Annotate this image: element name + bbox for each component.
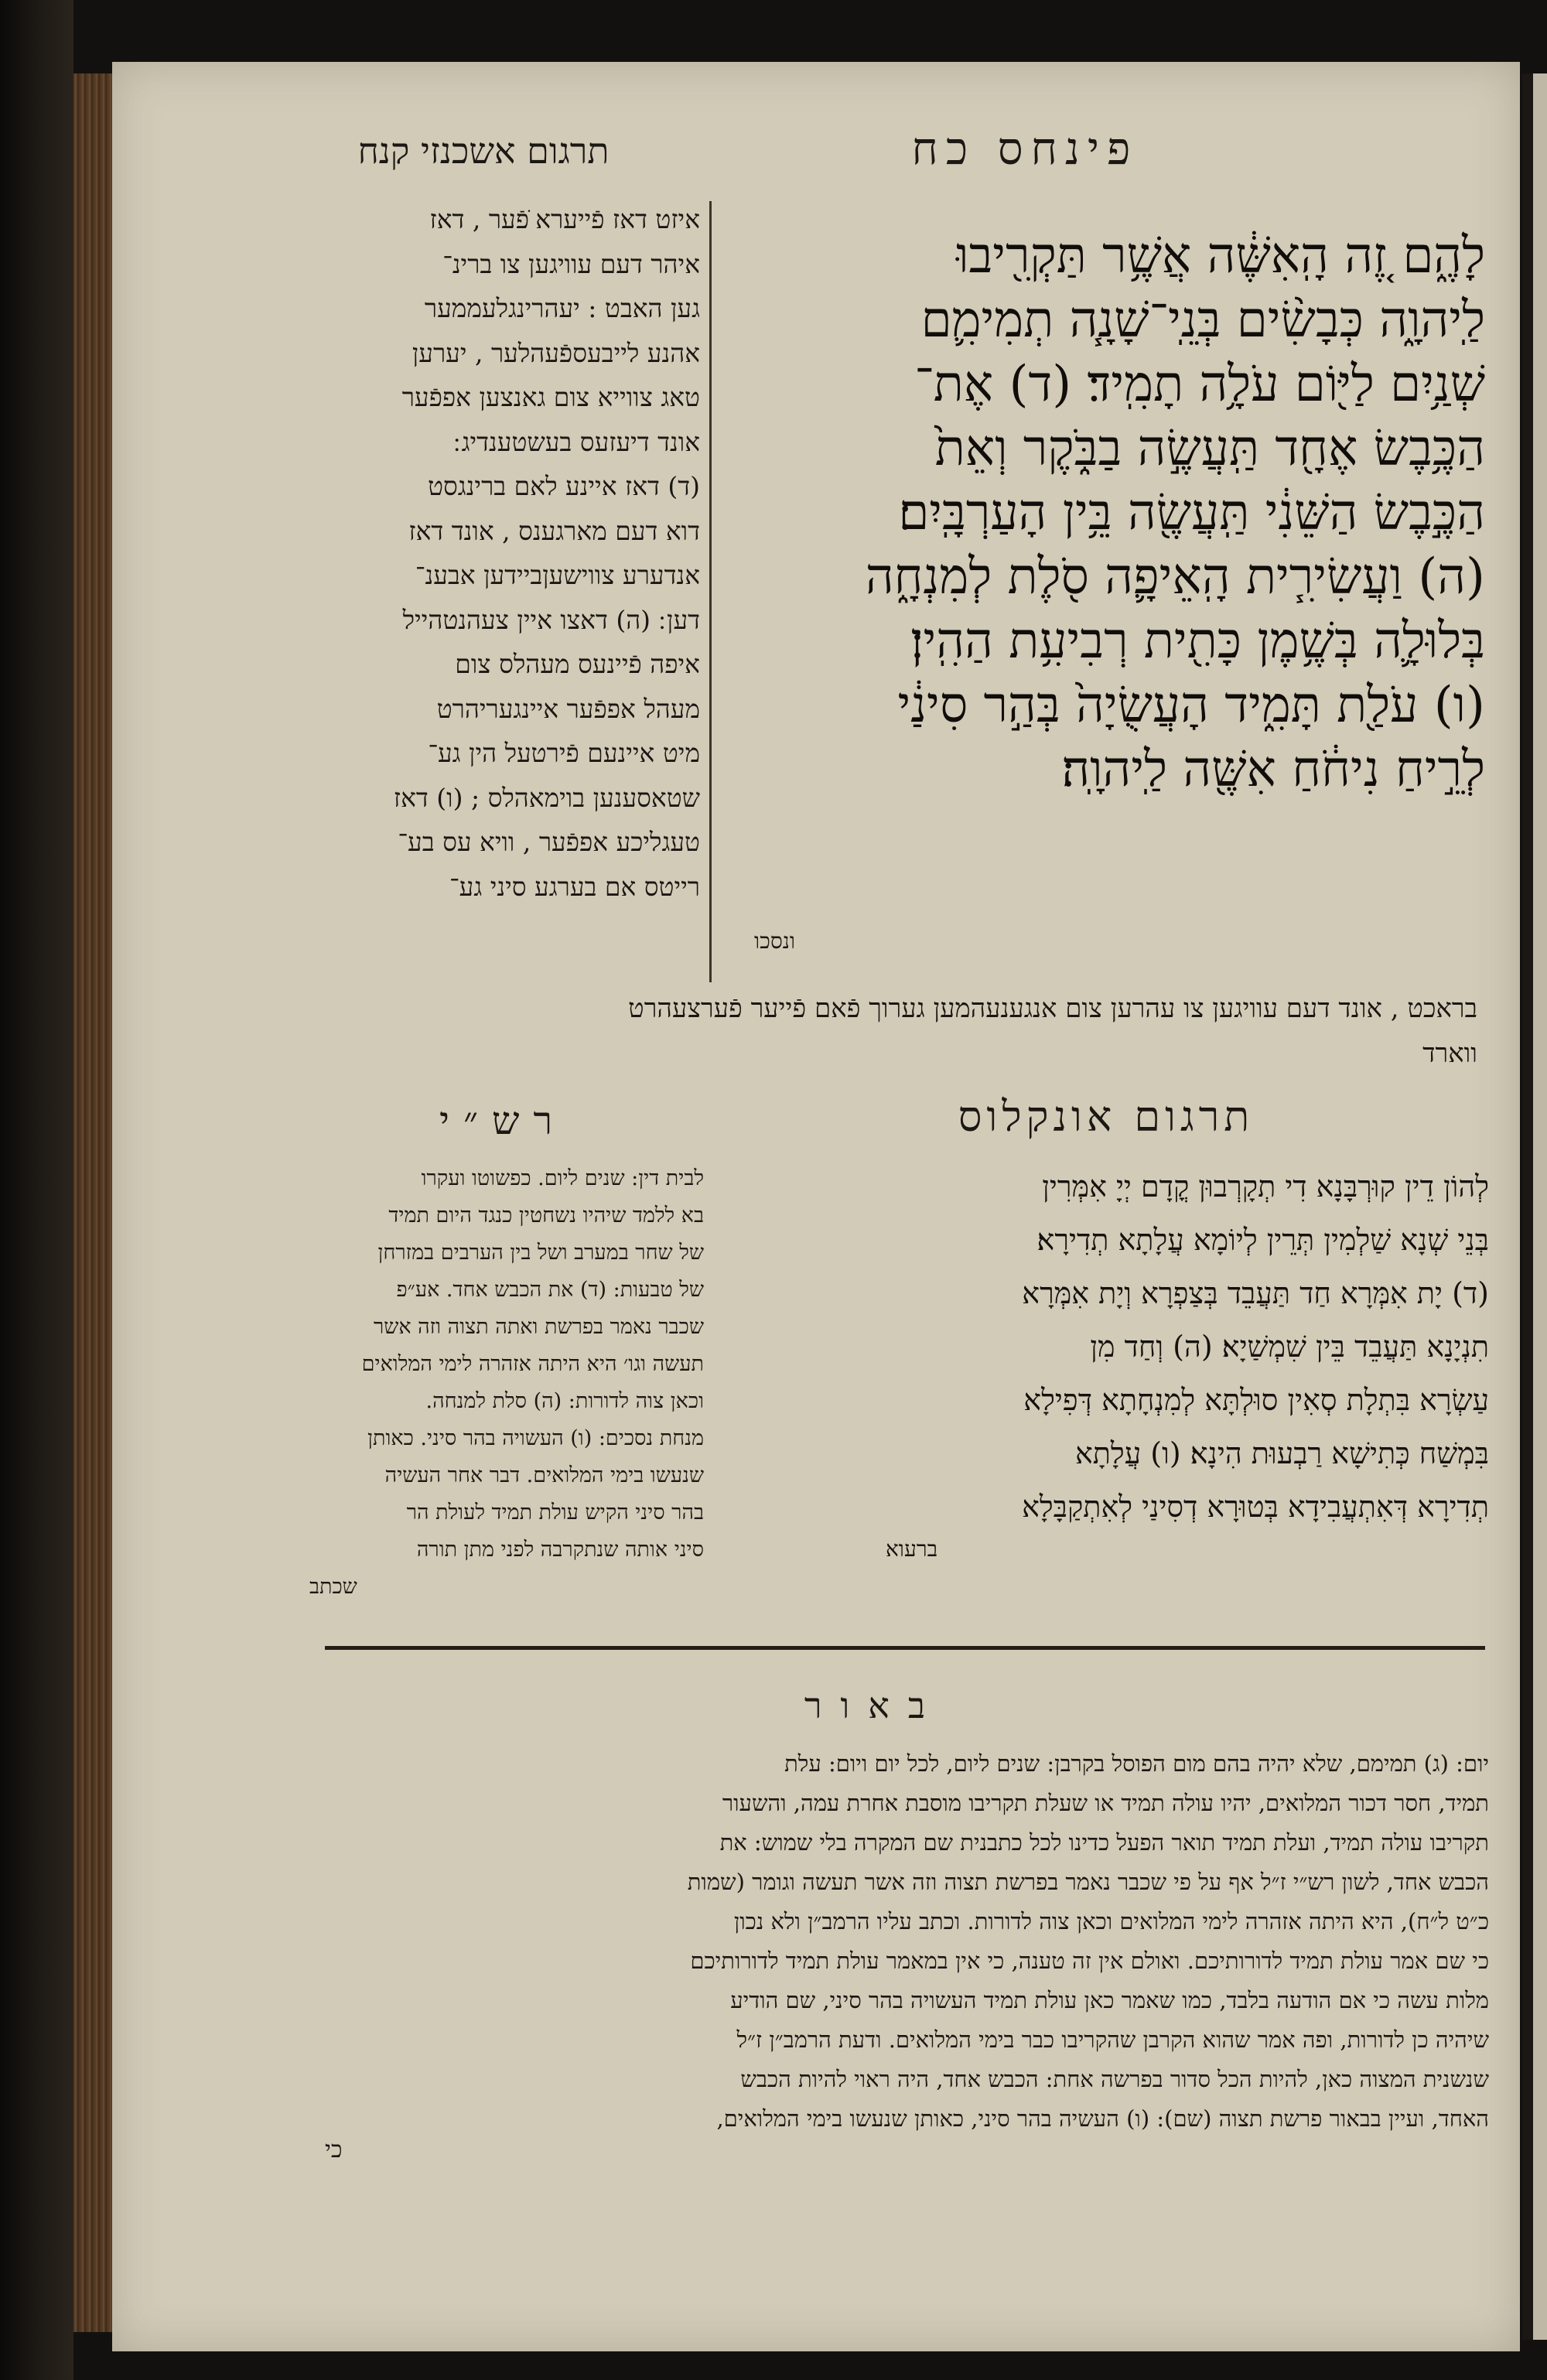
torah-line: שְׁנַ֥יִם לַיּ֖וֹם עֹלָ֥ה תָמִֽיד׃ (ד) אֶת־: [914, 356, 1485, 413]
biur-catchword: כי: [325, 2136, 343, 2163]
rashi-line: שכבר נאמר בפרשת ואתה תצוה וזה אשר: [373, 1315, 704, 1339]
yiddish-line: איזט דאז פֿייערא ֹפֿער , דאז: [429, 204, 700, 234]
yiddish-line: אנדערע צווישעןביידען אבענ־: [415, 560, 700, 590]
yiddish-line: מיט איינעם פֿירטעל הין גע־: [428, 738, 700, 768]
rashi-heading: רש״י: [439, 1098, 567, 1143]
rashi-line: מנחת נסכים: (ו) העשויה בהר סיני. כאותן: [367, 1426, 704, 1450]
onkelos-line: עַשְׂרָא בִּתְלָת סְאִין סוּלְתָּא לְמִנְחָתָא דְּפִילָא: [1023, 1383, 1489, 1417]
rashi-line: שנעשו בימי המלואים. דבר אחר העשיה: [384, 1463, 704, 1487]
rashi-line: תעשה וגו׳ היא היתה אזהרה לימי המלואים: [361, 1352, 704, 1376]
onkelos-line: בְּנֵי שְׁנָא שַׁלְמִין תְּרֵין לְיוֹמָא עֲלָתָא תְדִירָא׃: [1036, 1223, 1489, 1257]
rashi-line: בהר סיני הקיש עולת תמיד לעולת הר: [406, 1501, 704, 1525]
yiddish-line: (ד) דאז איינע לאם ברינגסט: [428, 471, 700, 501]
torah-text-column: [719, 224, 1485, 802]
rashi-line: סיני אותה שנתקרבה לפני מתן תורה: [416, 1538, 704, 1562]
onkelos-heading: תרגום אונקלוס: [958, 1092, 1255, 1141]
rashi-line: בא ללמד שיהיו נשחטין כנגד היום תמיד: [388, 1204, 704, 1228]
yiddish-line: איהר דעם עוויגען צו ברינ־: [442, 248, 700, 279]
yiddish-line: שטאסענען בוימאהלס ; (ו) דאז: [393, 782, 700, 813]
biur-commentary: [309, 1744, 1489, 2139]
onkelos-line: בִּמְשַׁח כְּתִישָׁא רַבְעוּת הִינָא׃ (ו) עֲלָתָא: [1074, 1436, 1489, 1470]
onkelos-line: תִנְיָנָא תַּעֲבֵד בֵּין שִׁמְשַׁיָא׃ (ה) וְחַד מִן: [1090, 1330, 1489, 1364]
rashi-line: וכאן צוה לדורות: (ה) סלת למנחה.: [425, 1389, 704, 1413]
yiddish-line: אונד דיעזעס בעשטענדיג ׃: [453, 426, 700, 457]
biur-line: כ״ט ל״ח), היא היתה אזהרה לימי המלואים וכאן צוה לדורות. וכתב עליו הרמב״ן ולא נכון: [733, 1908, 1489, 1934]
torah-catchword: ונסכו: [754, 928, 796, 954]
onkelos-catchword: ברעוא: [886, 1536, 938, 1562]
column-divider: [709, 201, 712, 982]
torah-line: (ו) עֹלַ֖ת תָּמִ֑יד הָעֲשֻׂיָה֙ בְּהַ֣ר סִינַ֔י: [897, 677, 1485, 734]
yiddish-line: טעגליכע אפפֿער , וויא עס בע־: [398, 827, 700, 857]
rashi-line: לבית דין: שנים ליום. כפשוטו ועקרו: [421, 1166, 704, 1190]
section-rule: [325, 1646, 1485, 1650]
yiddish-line: מעהל אפפֿער איינגעריהרט: [436, 693, 700, 724]
page-edges-left: [73, 73, 112, 2332]
rashi-line: של שחר במערב ושל בין הערבים במזרחן: [377, 1241, 704, 1265]
running-header-right: פינחס כח: [911, 122, 1139, 175]
yiddish-line: רייטס אם בערגע סיני גע־: [449, 871, 700, 902]
torah-line: (ה) וַעֲשִׂירִ֧ית הָֽאֵיפָ֛ה סֹ֖לֶת לְמִנְחָ֑ה: [865, 548, 1485, 606]
yiddish-line: דוא דעם מארגענס , אונד דאז: [408, 515, 700, 546]
torah-line: הַכֶּ֥בֶשׂ אֶחָ֖ד תַּֽעֲשֶׂ֣ה בַבֹּ֑קֶר וְאֵת֙: [934, 420, 1485, 477]
continuation-line: בראכט , אונד דעם עוויגען צו עהרען צום אנגענעהמען גערוך פֿאם פֿייער פֿערצעהרט: [628, 993, 1477, 1024]
biur-line: יום: (ג) תמימם, שלא יהיה בהם מום הפוסל בקרבן: שנים ליום, לכל יום ויום: עלת: [784, 1750, 1489, 1777]
biur-line: האחד, ועיין בבאור פרשת תצוה (שם): (ו) העשיה בהר סיני, כאותן שנעשו בימי המלואים,: [716, 2105, 1489, 2132]
onkelos-translation: [816, 1160, 1489, 1565]
torah-line: לַֽיהוָ֑ה כְּבָשִׂ֨ים בְּנֵֽי־שָׁנָ֧ה תְמִימִ֛ם: [920, 292, 1485, 349]
yiddish-line: טאג צווייא צום גאנצען אפפֿער: [401, 382, 700, 412]
yiddish-continuation: [309, 986, 1477, 1076]
torah-line: לָהֶ֑ם זֶ֚ה הָֽאִשֶּׁ֔ה אֲשֶׁ֥ר תַּקְרִ֖יבוּ: [956, 227, 1485, 285]
torah-line: הַכֶּ֣בֶשׂ הַשֵּׁנִ֔י תַּֽעֲשֶׂ֖ה בֵּ֥ין הָעַרְבָּֽיִם׃: [898, 484, 1485, 541]
biur-line: כי שם אמר עולת תמיד לדורותיכם. ואולם אין זה טענה, כי אין במאמר עולת תמיד לדורותיכם: [690, 1948, 1489, 1974]
running-header-left: תרגום אשכנזי קנח: [357, 130, 610, 172]
yiddish-translation-column: [271, 197, 700, 909]
rashi-commentary: [309, 1160, 704, 1606]
biur-line: הכבש אחד, לשון רש״י ז״ל אף על פי שכבר נאמר בפרשת תצוה וזה אשר תעשה וגומר (שמות: [687, 1869, 1489, 1895]
rashi-catchword: שכתב: [309, 1575, 357, 1599]
yiddish-line: אהנע לייבעספֿעהלער , יערען: [412, 337, 700, 368]
page-edge-right: [1522, 73, 1547, 2340]
book-binding: [0, 0, 73, 2380]
biur-line: תקריבו עולה תמיד, ועלת תמיד תואר הפעל כדינו לכל כתבנית שם המקרה בלי שמוש: את: [719, 1829, 1489, 1856]
biur-line: שנשנית המצוה כאן, להיות הכל סדור בפרשה אחת: הכבש אחד, היה ראוי להיות הכבש: [740, 2066, 1489, 2092]
yiddish-line: גען האבט : יעהרינגלעממער: [424, 293, 700, 323]
biur-line: תמיד, חסר דכור המלואים, יהיו עולה תמיד או שעלת תקריבו מוסבת אחרת עמה, והשעור: [722, 1790, 1489, 1816]
rashi-line: של טבעות: (ד) את הכבש אחד. אע״פ: [396, 1278, 704, 1302]
onkelos-line: תְדִירָא דְּאִתְעֲבִידָא בְּטוּרָא דְסִינַי לְאִתְקַבָּלָא: [1022, 1490, 1489, 1524]
torah-line: לְרֵ֣יחַ נִיחֹ֔חַ אִשֶּׁ֖ה לַֽיהוָֽה׃: [1061, 741, 1485, 798]
yiddish-line: איפה פֿיינעס מעהלס צום: [455, 649, 700, 679]
onkelos-line: (ד) יָת אִמְּרָא חַד תַּעֲבֵד בְּצַפְרָא וְיָת אִמְּרָא: [1022, 1276, 1489, 1310]
biur-heading: באור: [804, 1685, 944, 1726]
biur-line: מלות עשה כי אם הודעה בלבד, כמו שאמר כאן עולת תמיד העשויה בהר סיני, שם הודיע: [730, 1987, 1489, 2013]
onkelos-line: לְהוֹן דֵין קוּרְבָּנָא דִי תְקָרְבוּן קֳדָם יְיָ אִמְּרִין: [1042, 1170, 1489, 1204]
torah-line: בְּלוּלָ֛ה בְּשֶׁ֥מֶן כָּתִ֖ית רְבִיעִ֥ת הַהִֽין׃: [910, 613, 1485, 670]
continuation-line: ווארד: [1422, 1038, 1477, 1069]
biur-line: שיהיה כן לדורות, ופה אמר שהוא הקרבן שהקריבו כבר בימי המלואים. ודעת הרמב״ן ז״ל: [736, 2027, 1489, 2053]
yiddish-line: דען ׃ (ה) דאצו איין צעהנטהייל: [402, 604, 700, 635]
